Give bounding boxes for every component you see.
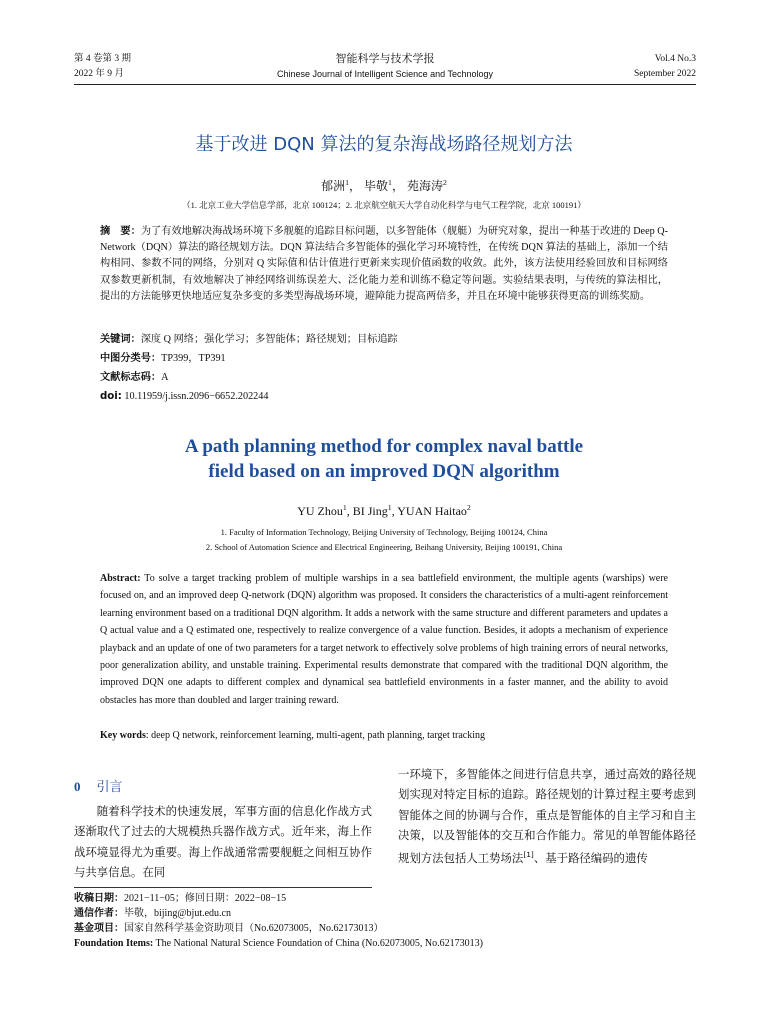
author-name: 毕敬: [364, 179, 389, 193]
header-right: [634, 52, 696, 82]
footnote-fund-en: [74, 937, 483, 951]
keywords-text-cn: 深度 Q 网络；强化学习；多智能体；路径规划；目标追踪: [140, 334, 398, 345]
keywords-label-cn: 关键词：: [100, 334, 141, 345]
received-value: 2021−11−05；修回日期：2022−08−15: [124, 893, 287, 904]
header-center: [74, 52, 696, 82]
author-name: 郁洲: [321, 179, 346, 193]
clc-number: [100, 351, 226, 366]
footnote-received: [74, 892, 286, 906]
author-name: YU Zhou: [297, 504, 343, 518]
affiliation-en-2: 2. School of Automation Science and Electrical Engineering, Beihang University, Beijing 100191, China: [205, 542, 563, 552]
document-code-value: A: [161, 372, 169, 383]
document-code: [100, 370, 168, 385]
authors-en: YU Zhou$^1$, BI Jing$^1$, YUAN Haitao$^2$: [297, 503, 471, 518]
section-number: 0: [74, 779, 81, 794]
footnote-fund-cn: [74, 922, 383, 936]
authors-cn: 郁洲$^1$， 毕敬$^1$， 苑海涛$^2$: [321, 178, 447, 193]
header-rule: [74, 84, 696, 85]
abstract-text-en: To solve a target tracking problem of multiple warships in a sea battlefield environment, the multiple agents (warships) were focused on, and an improved deep Q-network (DQN) algorithm was proposed. It considers the characteristics of a multi-agent reinforcement learning environment based on a traditional DQN algorithm. It adds a network with the same structure and different parameters and updates a Q actual value and a Q estimated one, respectively to realize convergence of a value function. Besides, it adopts a mechanism of experience playback and an update of one of two parameters for a target network to effectively solve problems of high training errors of neural networks, poor generalization ability, and unstable training. Experimental results demonstrate that compared with the traditional DQN algorithm, the improved DQN one adapts to different complex and dynamical sea battlefield environments in a faster manner, and the ability to avoid obstacles has more than doubled and larger training reward.: [100, 573, 669, 706]
citation-ref[interactable]: [1]: [523, 850, 534, 860]
journal-name-en: Chinese Journal of Intelligent Science and Technology: [277, 69, 493, 79]
volume-issue-en: Vol.4 No.3: [654, 54, 696, 64]
author-name: YUAN Haitao: [397, 504, 467, 518]
footnote-rule: [74, 887, 372, 888]
abstract-text-cn: 为了有效地解决海战场环境下多舰艇的追踪目标问题，以多智能体（舰艇）为研究对象，提出一种基于改进的 Deep Q-Network（DQN）算法的路径规划方法。DQN 算法结合多智能体的强化学习环境特性，在传统 DQN 算法的基础上，添加一个结构相同、参数不同的网络，分别对 Q 实际值和估计值进行更新来实现价值函数的收敛。此外，该方法使用经验回放和目标网络双参数更新机制，有效地解决了神经网络训练误差大、泛化能力差和训练不稳定等问题。实验结果表明，与传统的算法相比，提出的方法能够更快地适应复杂多变的多类型海战场环境，避障能力提高两倍多，并且在环境中能够获得更高的训练奖励。: [100, 226, 668, 302]
date-cn: 2022 年 9 月: [74, 69, 124, 79]
doi: [100, 389, 268, 404]
doi-label: doi:: [100, 391, 122, 402]
received-label: 收稿日期：: [74, 893, 124, 904]
paper-title-cn: 基于改进 DQN 算法的复杂海战场路径规划方法: [195, 134, 573, 155]
body-text-right-part1: 一环境下，多智能体之间进行信息共享，通过高效的路径规划实现对特定目标的追踪。路径规划的计算过程主要考虑到智能体之间的协调与合作，重点是智能体的自主学习和自主决策，以及智能体的交互和合作能力。常见的单智能体路径规划方法包括人工势场法: [398, 767, 696, 865]
paper-title-en-line2: field based on an improved DQN algorithm: [208, 461, 560, 482]
date-en: September 2022: [633, 69, 696, 79]
clc-value: TP399，TP391: [161, 353, 226, 364]
author-affiliation-marker: 2: [466, 503, 471, 512]
author-name: BI Jing: [352, 504, 388, 518]
body-text-right-column: [398, 764, 696, 868]
volume-issue-cn: 第 4 卷第 3 期: [74, 54, 132, 64]
corresponding-label: 通信作者：: [74, 908, 124, 919]
fund-value-en: The National Natural Science Foundation of China (No.62073005, No.62173013): [153, 938, 483, 949]
paper-title-en-line1: A path planning method for complex naval battle: [184, 436, 584, 457]
abstract-label-cn: 摘 要：: [100, 226, 141, 237]
keywords-label-en: Key words: [100, 730, 146, 741]
section-heading: [74, 776, 123, 795]
clc-label: 中图分类号：: [100, 353, 162, 364]
affiliation-en-1: 1. Faculty of Information Technology, Beijing University of Technology, Beijing 100124, China: [220, 527, 548, 537]
author-affiliation-marker: 1: [345, 178, 350, 187]
fund-label-en: Foundation Items:: [74, 938, 154, 949]
fund-value-cn: 国家自然科学基金资助项目（No.62073005，No.62173013）: [124, 923, 384, 934]
author-affiliation-marker: 1: [387, 503, 392, 512]
keywords-cn: [100, 332, 398, 347]
abstract-label-en: Abstract:: [100, 573, 141, 584]
keywords-text-en: : deep Q network, reinforcement learning, multi-agent, path planning, target tracking: [145, 730, 485, 741]
section-title: 引言: [96, 780, 123, 795]
doi-value[interactable]: 10.11959/j.issn.2096−6652.202244: [124, 391, 269, 402]
author-name: 苑海涛: [406, 179, 443, 193]
author-affiliation-marker: 2: [442, 178, 447, 187]
keywords-en: [100, 730, 668, 741]
abstract-cn: [100, 224, 668, 305]
corresponding-value[interactable]: 毕敬，bijing@bjut.edu.cn: [124, 908, 231, 919]
affiliations-cn: （1. 北京工业大学信息学部，北京 100124；2. 北京航空航天大学自动化科学与电气工程学院，北京 100191）: [182, 200, 586, 210]
footnote-corresponding: [74, 907, 231, 921]
abstract-en: [100, 570, 668, 709]
body-text-right-part2: 、基于路径编码的遗传: [533, 850, 648, 865]
fund-label-cn: 基金项目：: [74, 923, 124, 934]
journal-name-cn: 智能科学与技术学报: [335, 53, 435, 65]
author-affiliation-marker: 1: [388, 178, 392, 187]
body-text-left-column: 随着科学技术的快速发展，军事方面的信息化作战方式逐渐取代了过去的大规模热兵器作战方式。近年来，海上作战环境显得尤为重要。海上作战通常需要舰艇之间相互协作与共享信息。在同: [74, 804, 372, 879]
document-code-label: 文献标志码：: [100, 372, 162, 383]
paper-title-en: [0, 434, 768, 484]
author-affiliation-marker: 1: [342, 503, 347, 512]
